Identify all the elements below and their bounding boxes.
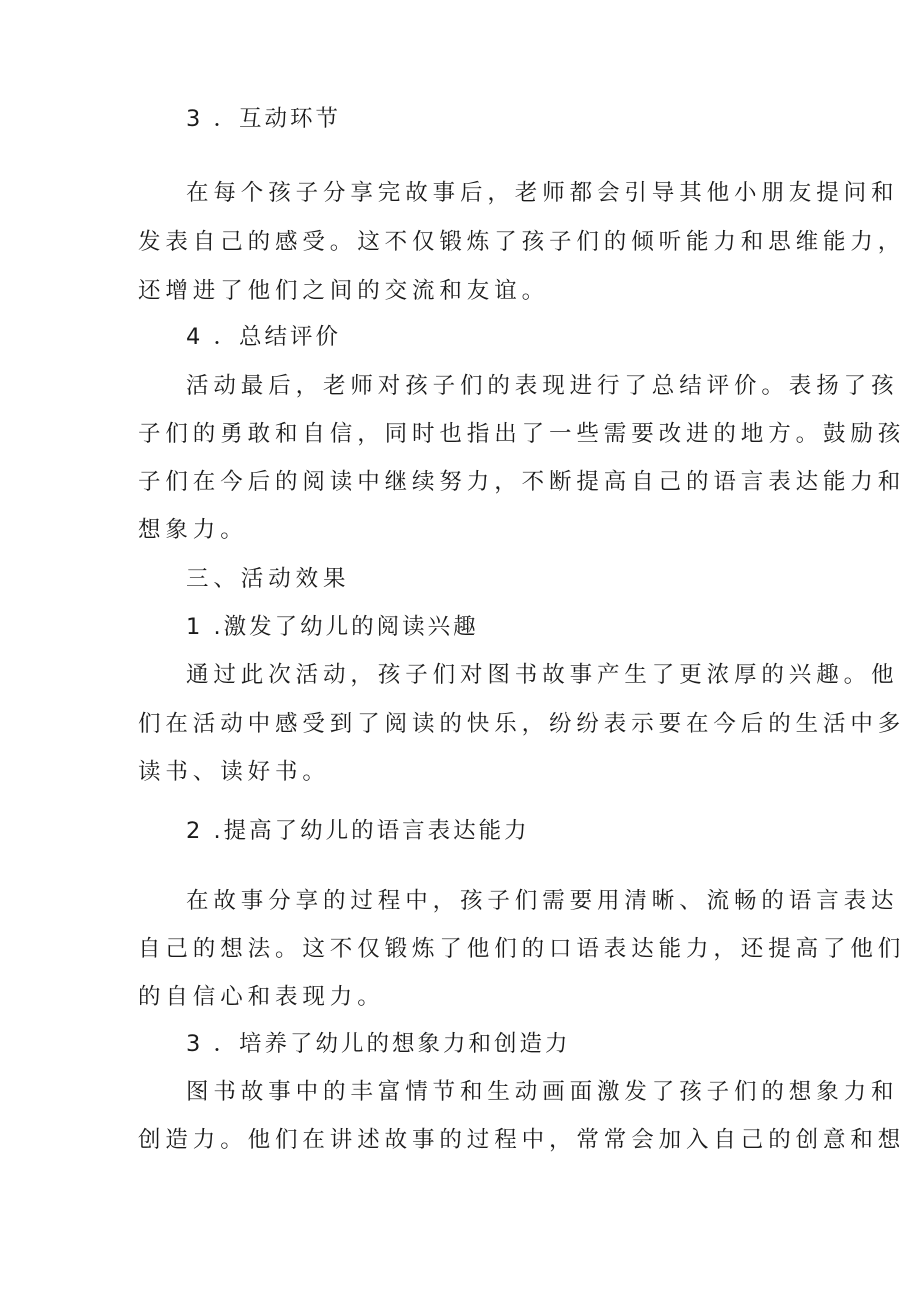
chapter-heading-effects: 三、活动效果 (186, 566, 351, 592)
paragraph-line: 想象力。 (138, 517, 248, 543)
paragraph-line: 在每个孩子分享完故事后，老师都会引导其他小朋友提问和 (186, 180, 899, 206)
paragraph-line: 子们的勇敢和自信，同时也指出了一些需要改进的地方。鼓励孩 (138, 421, 906, 447)
paragraph-line: 创造力。他们在讲述故事的过程中，常常会加入自己的创意和想 (138, 1127, 906, 1153)
paragraph-line: 读书、读好书。 (138, 759, 330, 785)
paragraph-line: 发表自己的感受。这不仅锻炼了孩子们的倾听能力和思维能力， (138, 229, 906, 255)
section-heading-summary: 4 ．总结评价 (186, 324, 341, 350)
section-heading-reading-interest: 1 .激发了幼儿的阅读兴趣 (186, 614, 479, 640)
section-heading-interaction: 3 ．互动环节 (186, 106, 341, 132)
paragraph-line: 自己的想法。这不仅锻炼了他们的口语表达能力，还提高了他们 (138, 936, 906, 962)
paragraph-line: 的自信心和表现力。 (138, 984, 385, 1010)
paragraph-line: 图书故事中的丰富情节和生动画面激发了孩子们的想象力和 (186, 1079, 899, 1105)
paragraph-line: 活动最后，老师对孩子们的表现进行了总结评价。表扬了孩 (186, 373, 899, 399)
paragraph-line: 在故事分享的过程中，孩子们需要用清晰、流畅的语言表达 (186, 888, 899, 914)
section-heading-language-expression: 2 .提高了幼儿的语言表达能力 (186, 818, 530, 844)
paragraph-line: 通过此次活动，孩子们对图书故事产生了更浓厚的兴趣。他 (186, 662, 899, 688)
paragraph-line: 还增进了他们之间的交流和友谊。 (138, 278, 550, 304)
paragraph-line: 子们在今后的阅读中继续努力，不断提高自己的语言表达能力和 (138, 469, 906, 495)
section-heading-imagination: 3 ．培养了幼儿的想象力和创造力 (186, 1031, 571, 1057)
paragraph-line: 们在活动中感受到了阅读的快乐，纷纷表示要在今后的生活中多 (138, 711, 906, 737)
